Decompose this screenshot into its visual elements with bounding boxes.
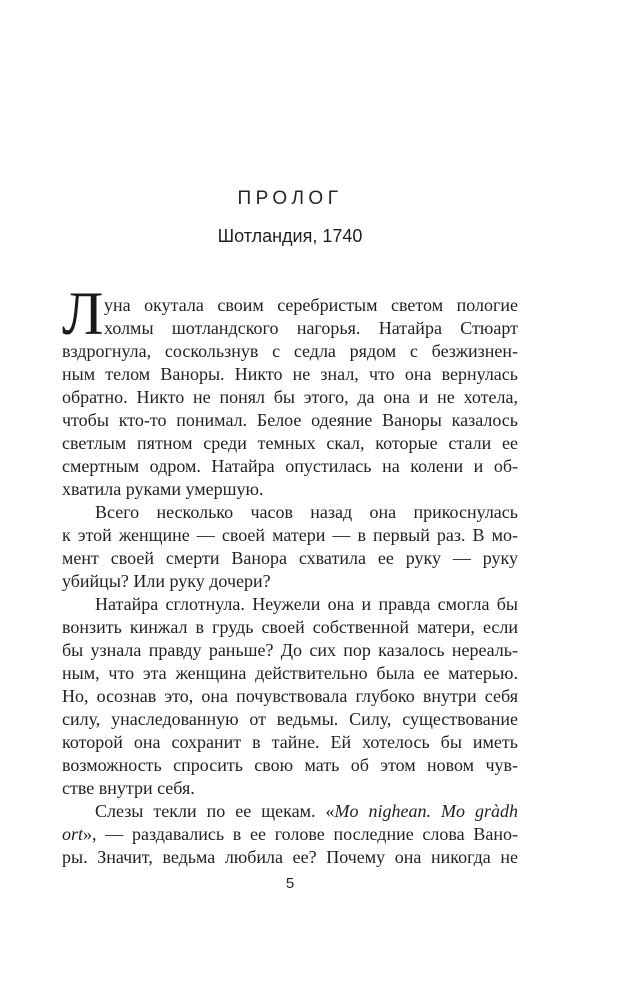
text-segment: бы узнала правду раньше? До сих пор казалось нереаль- bbox=[62, 640, 518, 660]
text-line bbox=[62, 570, 518, 593]
text-segment: силу, унаследованную от ведьмы. Силу, существование bbox=[62, 709, 518, 729]
text-segment: », — раздавались в ее голове последние слова Вано- bbox=[83, 824, 518, 844]
text-segment: уна окутала своим серебристым светом пологие bbox=[104, 295, 518, 315]
text-segment: холмы шотландского нагорья. Натайра Стюарт bbox=[104, 318, 518, 338]
text-segment: ры. Значит, ведьма любила ее? Почему она никогда не bbox=[62, 847, 518, 867]
text-segment: светлым пятном среди темных скал, которые стали ее bbox=[62, 433, 518, 453]
text-line bbox=[62, 386, 518, 409]
text-segment: которой она сохранит в тайне. Ей хотелось бы иметь bbox=[62, 732, 518, 752]
text-line bbox=[62, 294, 518, 317]
text-segment: ным, что эта женщина действительно была ее матерью. bbox=[62, 663, 518, 683]
text-line bbox=[62, 777, 518, 800]
text-segment: убийцы? Или руку дочери? bbox=[62, 571, 271, 591]
text-segment: вздрогнула, соскользнув с седла рядом с безжизнен- bbox=[62, 341, 518, 361]
text-line bbox=[62, 501, 518, 524]
text-segment: хватила руками умершую. bbox=[62, 479, 264, 499]
text-line bbox=[62, 340, 518, 363]
text-segment: чтобы кто-то понимал. Белое одеяние Ваноры казалось bbox=[62, 410, 518, 430]
text-line bbox=[62, 478, 518, 501]
text-line bbox=[62, 823, 518, 846]
body-text bbox=[62, 281, 518, 869]
chapter-title: ПРОЛОГ bbox=[237, 188, 343, 209]
text-line bbox=[62, 547, 518, 570]
text-line bbox=[62, 432, 518, 455]
text-segment: Но, осознав это, она почувствовала глубоко внутри себя bbox=[62, 686, 518, 706]
text-line bbox=[62, 800, 518, 823]
text-line bbox=[62, 754, 518, 777]
text-segment: Всего несколько часов назад она прикоснулась bbox=[95, 502, 518, 522]
text-line bbox=[62, 731, 518, 754]
text-line bbox=[62, 593, 518, 616]
text-line bbox=[62, 363, 518, 386]
text-line bbox=[62, 409, 518, 432]
text-segment: Слезы текли по ее щекам. « bbox=[95, 801, 335, 821]
text-line bbox=[62, 455, 518, 478]
text-line bbox=[62, 639, 518, 662]
text-segment: ным телом Ваноры. Никто не знал, что она вернулась bbox=[62, 364, 518, 384]
text-line bbox=[62, 662, 518, 685]
text-segment: стве внутри себя. bbox=[62, 778, 195, 798]
chapter-subtitle: Шотландия, 1740 bbox=[217, 226, 363, 246]
text-segment: обратно. Никто не понял бы этого, да она и не хотела, bbox=[62, 387, 518, 407]
text-segment: смертным одром. Натайра опустилась на колени и об- bbox=[62, 456, 518, 476]
italic-text-segment: ort bbox=[62, 824, 84, 844]
text-segment: мент своей смерти Ванора схватила ее руку — руку bbox=[62, 548, 518, 568]
text-segment: к этой женщине — своей матери — в первый раз. В мо- bbox=[62, 525, 518, 545]
text-line bbox=[62, 846, 518, 869]
drop-cap: Л bbox=[62, 281, 104, 348]
text-line bbox=[62, 685, 518, 708]
text-line bbox=[62, 708, 518, 731]
text-line bbox=[62, 616, 518, 639]
italic-text-segment: Mo nighean. Mo gràdh bbox=[334, 801, 518, 821]
text-segment: возможность спросить свою мать об этом новом чув- bbox=[62, 755, 518, 775]
text-segment: Натайра сглотнула. Неужели она и правда смогла бы bbox=[95, 594, 518, 614]
text-segment: вонзить кинжал в грудь своей собственной матери, если bbox=[62, 617, 518, 637]
text-line bbox=[62, 317, 518, 340]
text-line bbox=[62, 524, 518, 547]
page-number: 5 bbox=[285, 875, 295, 892]
